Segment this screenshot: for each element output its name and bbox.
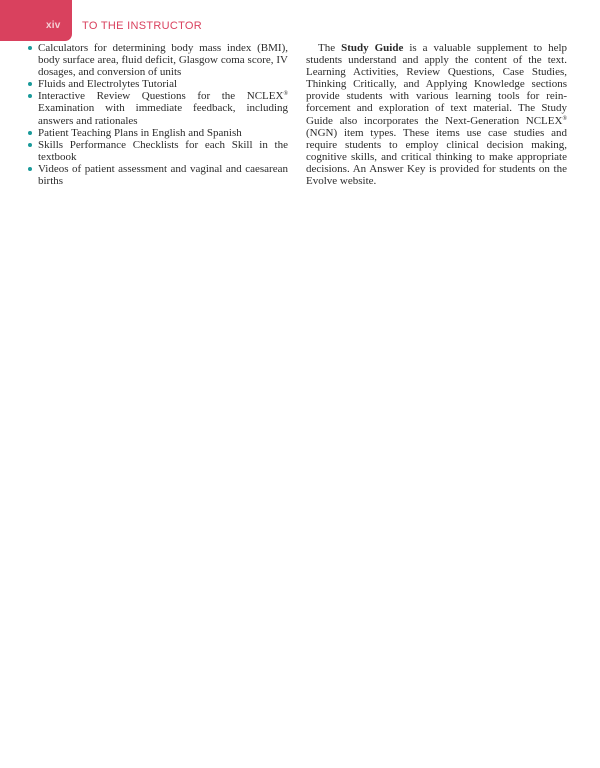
list-item: Videos of patient assessment and vaginal and caesarean births [38,163,288,187]
registered-mark: ® [283,91,288,98]
study-guide-title: Study Guide [341,42,404,54]
bullet-icon [28,167,32,171]
list-item: Fluids and Electrolytes Tutorial [38,78,288,90]
bullet-icon [28,143,32,147]
bullet-icon [28,46,32,50]
bullet-icon [28,131,32,135]
right-column [306,42,567,187]
bullet-icon [28,94,32,98]
list-item: Calculators for determining body mass index (BMI), body surface area, fluid deficit, Glasgow coma score, IV dosages, and conversion of units [38,42,288,78]
resource-list [38,42,288,187]
list-item: Skills Performance Checklists for each Skill in the textbook [38,139,288,163]
study-guide-paragraph: The Study Guide is a valuable supplement to help students understand and apply the content of the text. Learning Activities, Review Questions, Case Studies, Thinking Critically, and Applying Knowledge sections provide students with various learning tools for reinforcement and exploration of text material. The Study Guide also incorporates the Next-Generation NCLEX® (NGN) item types. These items use case studies and require students to employ clinical decision making, cognitive skills, and critical thinking to make appropriate decisions. An Answer Key is provided for students on the Evolve website. [306,42,568,188]
bullet-icon [28,82,32,86]
page-tab [0,0,72,41]
running-head: TO THE INSTRUCTOR [82,20,202,32]
list-item: Patient Teaching Plans in English and Spanish [38,127,288,139]
page-number: xiv [46,20,61,31]
list-item: Interactive Review Questions for the NCLEX® Examination with immediate feedback, including answers and rationales [38,90,288,126]
left-column [38,42,288,187]
registered-mark: ® [562,115,567,122]
